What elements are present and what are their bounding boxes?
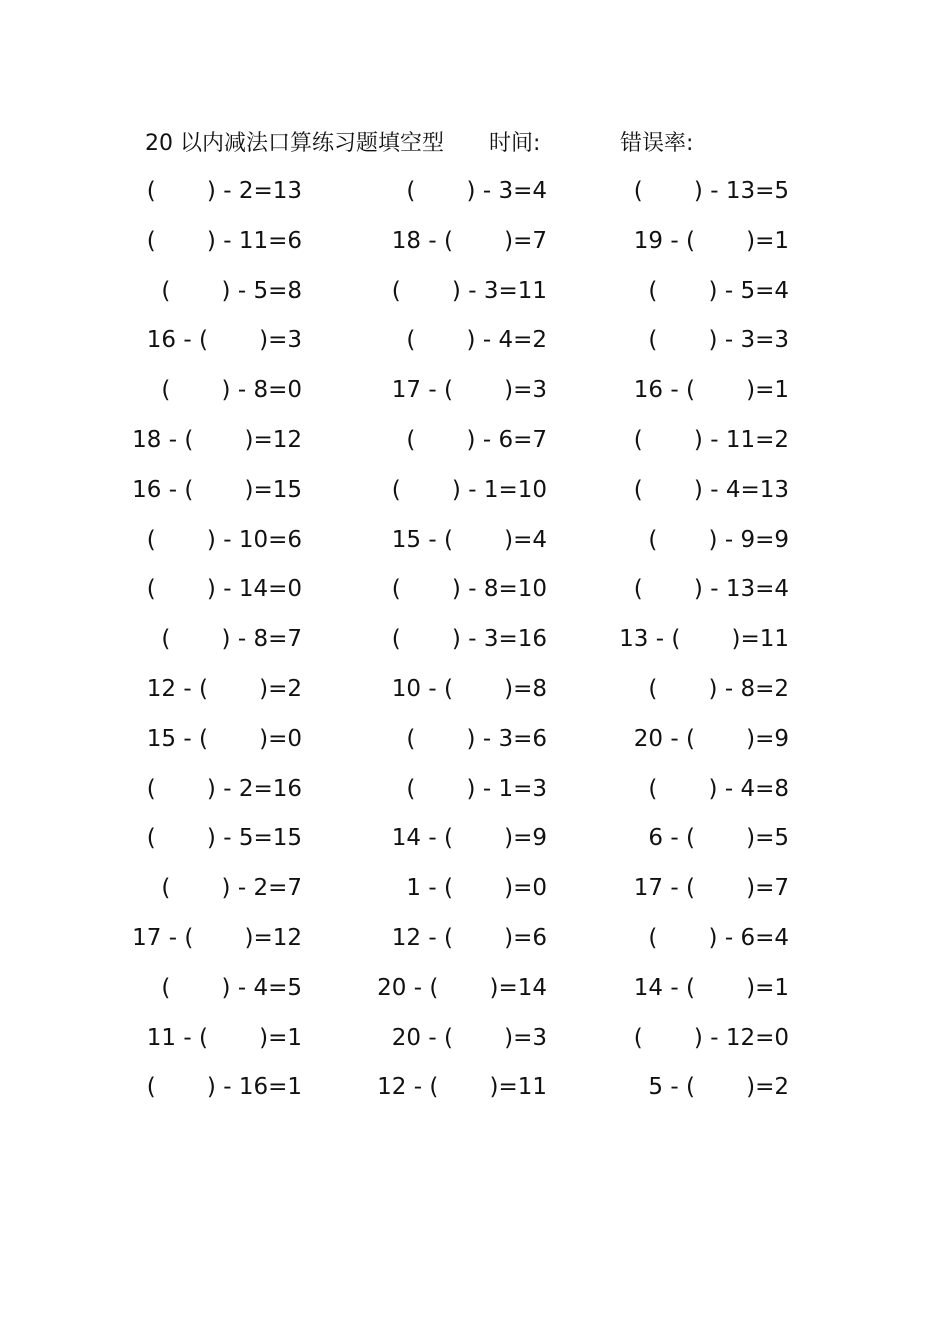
subtraction-problem: 14 - ( )=1: [633, 974, 789, 1001]
subtraction-problem: ( ) - 2=16: [146, 775, 302, 802]
problem-grid: [0, 174, 950, 1120]
subtraction-problem: 20 - ( )=14: [377, 974, 547, 1001]
subtraction-problem: 1 - ( )=0: [406, 875, 547, 902]
subtraction-problem: 16 - ( )=15: [132, 476, 302, 503]
subtraction-problem: 16 - ( )=3: [146, 327, 302, 354]
subtraction-problem: ( ) - 6=7: [406, 426, 547, 453]
problem-row: [0, 921, 950, 971]
problem-row: [0, 821, 950, 871]
subtraction-problem: ( ) - 8=7: [161, 626, 302, 653]
subtraction-problem: ( ) - 6=4: [648, 924, 789, 951]
subtraction-problem: ( ) - 3=3: [648, 327, 789, 354]
subtraction-problem: 17 - ( )=3: [391, 377, 547, 404]
subtraction-problem: 15 - ( )=0: [146, 725, 302, 752]
problem-row: [0, 1070, 950, 1120]
subtraction-problem: ( ) - 14=0: [146, 576, 302, 603]
subtraction-problem: ( ) - 4=5: [161, 974, 302, 1001]
subtraction-problem: 16 - ( )=1: [633, 377, 789, 404]
subtraction-problem: 5 - ( )=2: [648, 1074, 789, 1101]
problem-row: [0, 572, 950, 622]
subtraction-problem: 18 - ( )=7: [391, 227, 547, 254]
subtraction-problem: ( ) - 2=13: [146, 178, 302, 204]
subtraction-problem: 6 - ( )=5: [648, 825, 789, 852]
subtraction-problem: ( ) - 10=6: [146, 526, 302, 553]
subtraction-problem: ( ) - 5=15: [146, 825, 302, 852]
subtraction-problem: ( ) - 3=6: [406, 725, 547, 752]
subtraction-problem: ( ) - 8=0: [161, 377, 302, 404]
subtraction-problem: 19 - ( )=1: [633, 227, 789, 254]
problem-row: [0, 323, 950, 373]
problem-row: [0, 274, 950, 324]
subtraction-problem: ( ) - 3=4: [406, 178, 547, 204]
subtraction-problem: 12 - ( )=2: [146, 675, 302, 702]
problem-row: [0, 971, 950, 1021]
subtraction-problem: 12 - ( )=6: [391, 924, 547, 951]
problem-row: [0, 473, 950, 523]
subtraction-problem: 11 - ( )=1: [146, 1024, 302, 1051]
subtraction-problem: ( ) - 4=2: [406, 327, 547, 354]
error-rate-label: 错误率:: [620, 131, 694, 156]
problem-row: [0, 174, 950, 224]
problem-row: [0, 622, 950, 672]
subtraction-problem: ( ) - 8=10: [391, 576, 547, 603]
subtraction-problem: ( ) - 4=13: [633, 476, 789, 503]
subtraction-problem: 18 - ( )=12: [132, 426, 302, 453]
subtraction-problem: ( ) - 3=11: [391, 277, 547, 304]
problem-row: [0, 373, 950, 423]
subtraction-problem: ( ) - 11=2: [633, 426, 789, 453]
subtraction-problem: ( ) - 3=16: [391, 626, 547, 653]
subtraction-problem: 15 - ( )=4: [391, 526, 547, 553]
subtraction-problem: 14 - ( )=9: [391, 825, 547, 852]
subtraction-problem: 17 - ( )=7: [633, 875, 789, 902]
subtraction-problem: ( ) - 12=0: [633, 1024, 789, 1051]
worksheet-title: 20 以内减法口算练习题填空型: [145, 131, 444, 156]
subtraction-problem: ( ) - 13=5: [633, 178, 789, 204]
subtraction-problem: ( ) - 16=1: [146, 1074, 302, 1101]
subtraction-problem: 17 - ( )=12: [132, 924, 302, 951]
subtraction-problem: ( ) - 1=10: [391, 476, 547, 503]
subtraction-problem: 12 - ( )=11: [377, 1074, 547, 1101]
subtraction-problem: ( ) - 4=8: [648, 775, 789, 802]
subtraction-problem: ( ) - 11=6: [146, 227, 302, 254]
time-label: 时间:: [489, 131, 541, 156]
problem-row: [0, 1021, 950, 1071]
subtraction-problem: 20 - ( )=9: [633, 725, 789, 752]
problem-row: [0, 224, 950, 274]
subtraction-problem: 10 - ( )=8: [391, 675, 547, 702]
subtraction-problem: 13 - ( )=11: [619, 626, 789, 653]
subtraction-problem: ( ) - 5=8: [161, 277, 302, 304]
worksheet-header: [0, 126, 950, 160]
problem-row: [0, 871, 950, 921]
subtraction-problem: ( ) - 13=4: [633, 576, 789, 603]
subtraction-problem: ( ) - 5=4: [648, 277, 789, 304]
problem-row: [0, 423, 950, 473]
subtraction-problem: ( ) - 9=9: [648, 526, 789, 553]
subtraction-problem: 20 - ( )=3: [391, 1024, 547, 1051]
problem-row: [0, 772, 950, 822]
problem-row: [0, 672, 950, 722]
subtraction-problem: ( ) - 8=2: [648, 675, 789, 702]
subtraction-problem: ( ) - 1=3: [406, 775, 547, 802]
subtraction-problem: ( ) - 2=7: [161, 875, 302, 902]
problem-row: [0, 722, 950, 772]
problem-row: [0, 523, 950, 573]
